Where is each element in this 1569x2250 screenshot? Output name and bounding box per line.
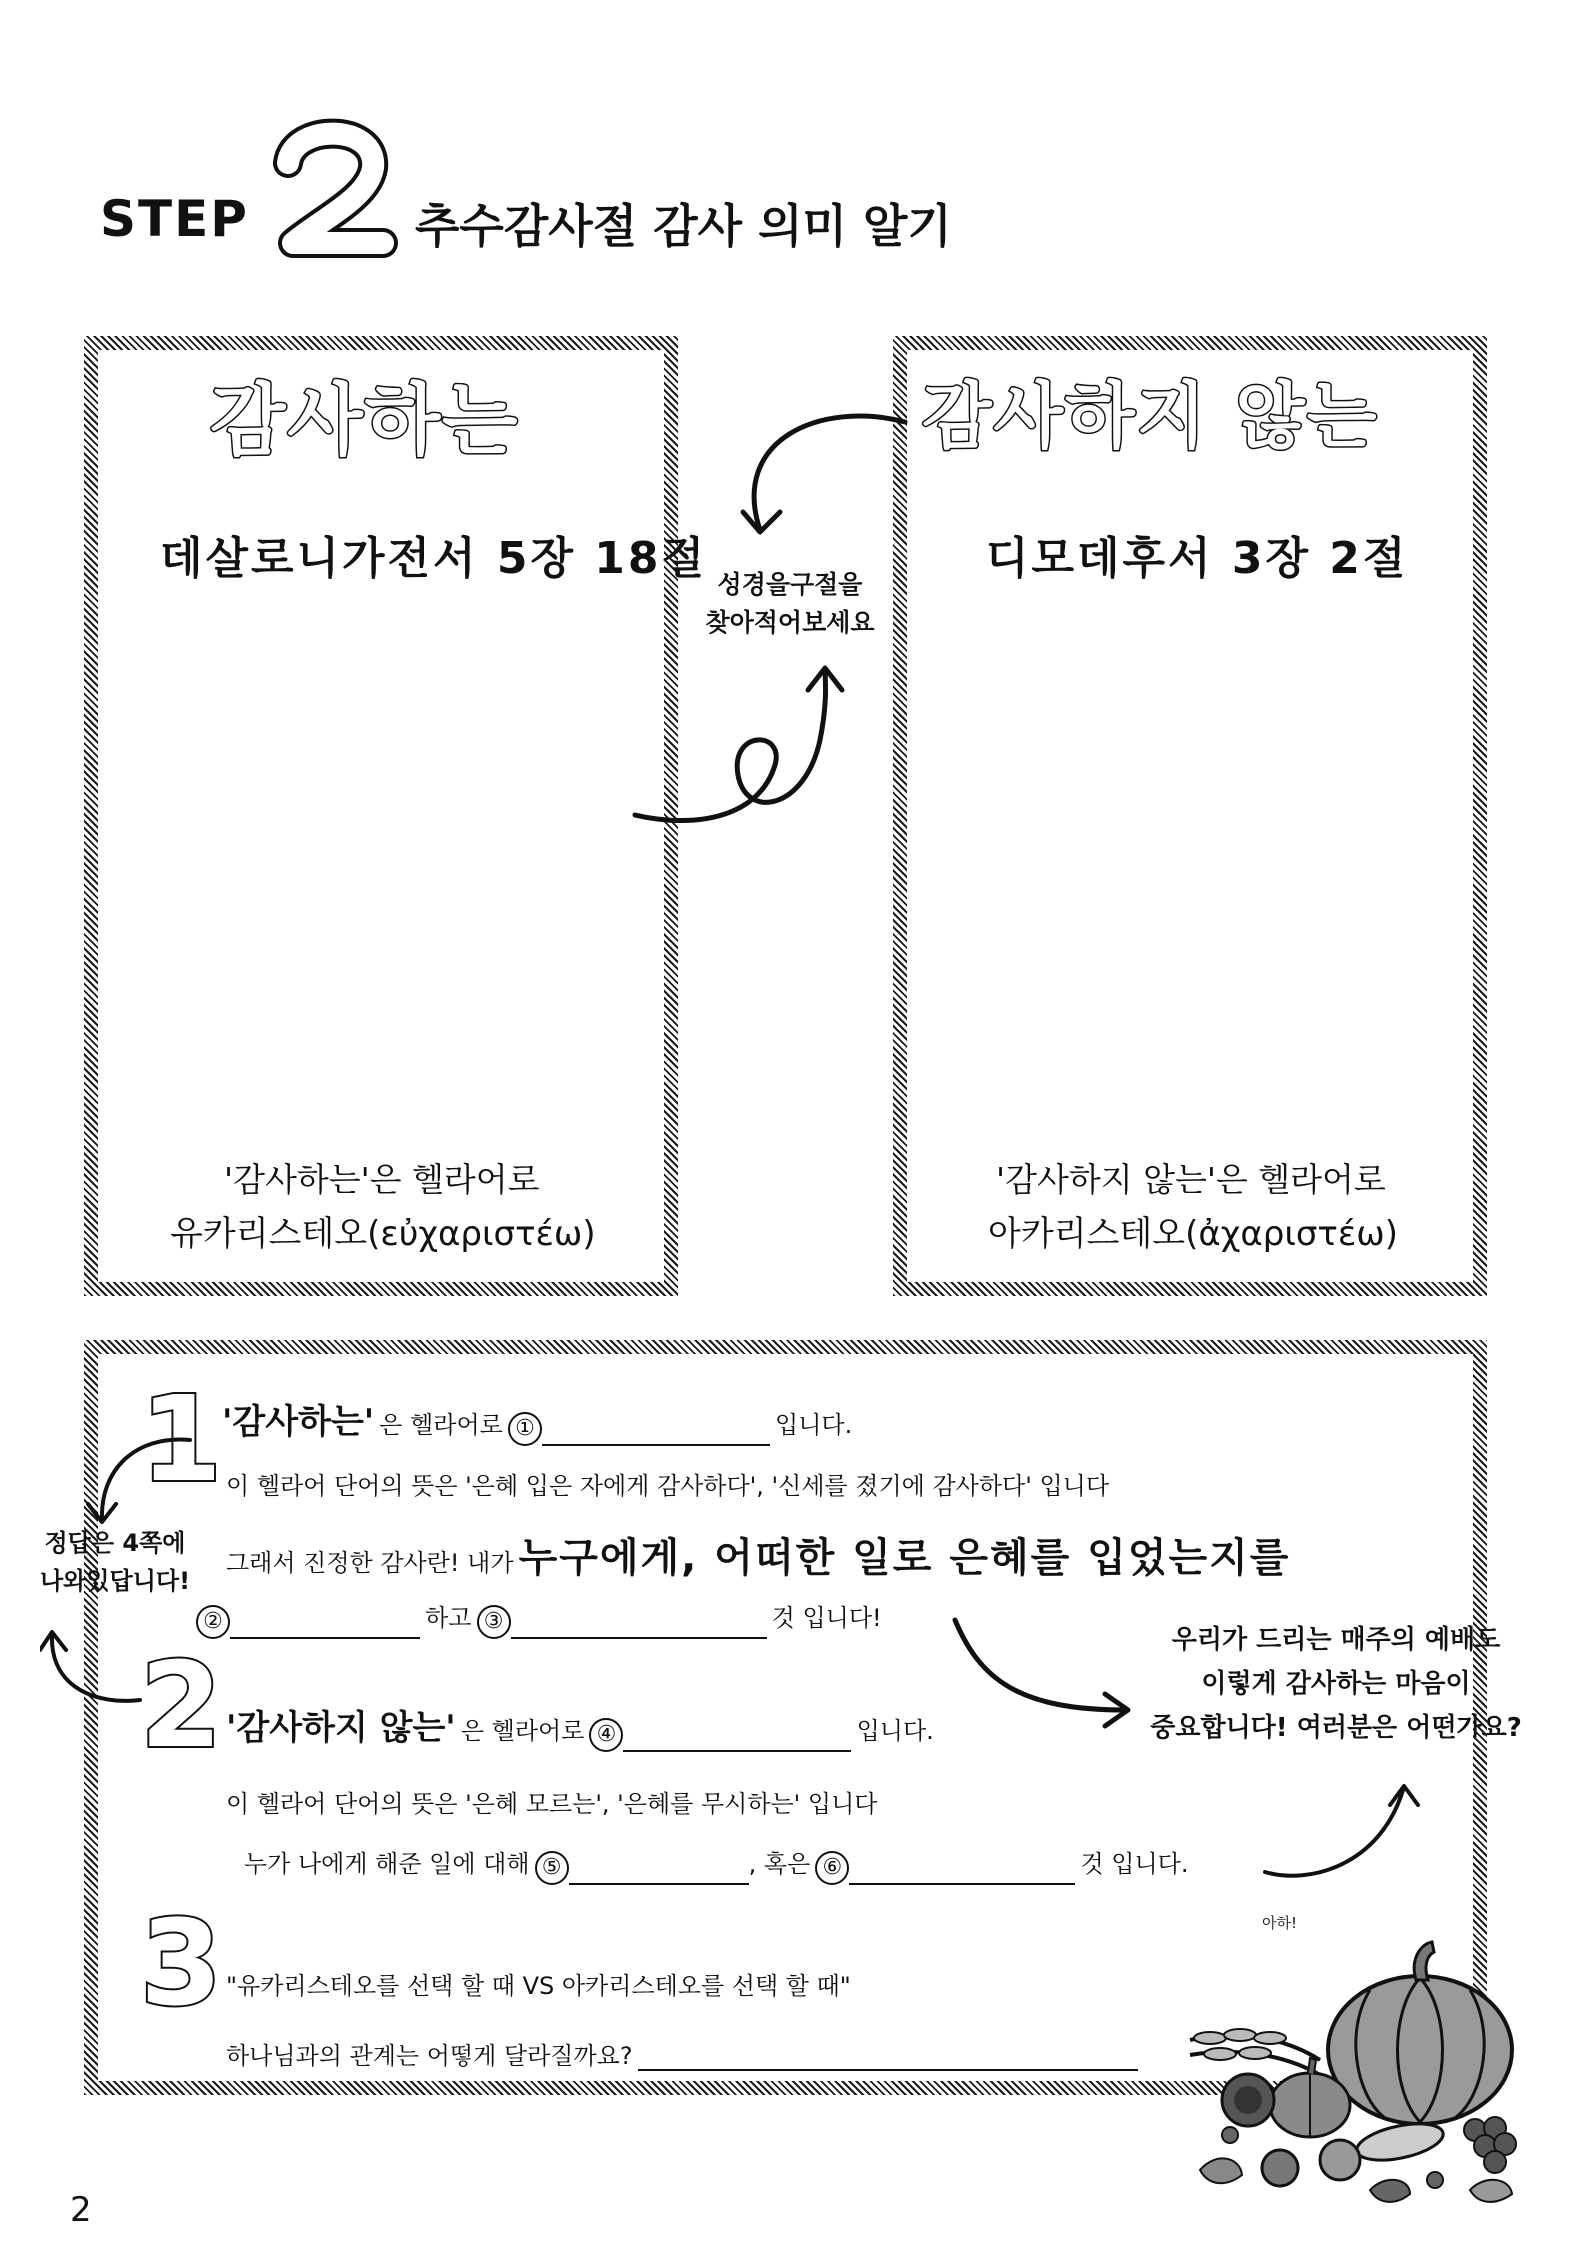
blank-2-marker: ② (196, 1605, 230, 1639)
center-note-line2: 찾아적어보세요 (705, 608, 875, 637)
section2-text-c: , 혹은 (748, 1850, 811, 1878)
left-panel-greek-line1: '감사하는'은 헬라어로 (224, 1160, 540, 1199)
section3-quote: "유카리스테오를 선택 할 때 VS 아카리스테오를 선택 할 때" (226, 1972, 851, 2000)
center-arrows (620, 400, 920, 850)
left-panel-heading: 감사하는 (210, 376, 520, 466)
section1-text-c: 하고 (425, 1604, 472, 1632)
right-panel-heading: 감사하지 않는 (922, 374, 1379, 458)
step-label: STEP (100, 190, 249, 248)
section3-number: 3 (140, 1894, 223, 2032)
section2-meaning: 이 헬라어 단어의 뜻은 '은혜 모르는', '은혜를 무시하는' 입니다 (226, 1790, 878, 1818)
blank-6-marker: ⑥ (815, 1851, 849, 1885)
section1-text-a: 은 헬라어로 (379, 1411, 503, 1439)
center-note-line1: 성경을구절을 (717, 570, 863, 599)
answer-note-line2: 나와있답니다! (39, 1567, 191, 1595)
section2-text-d: 것 입니다. (1080, 1850, 1189, 1878)
right-panel-greek-line2: 아카리스테오(ἀχαριστέω) (988, 1214, 1399, 1254)
section2-text-a: 은 헬라어로 (460, 1717, 585, 1745)
section2-term: '감사하지 않는' (226, 1708, 456, 1748)
section2-number: 2 (140, 1636, 223, 1774)
section1-line1 (222, 1394, 852, 1446)
section1-text-d: 것 입니다! (771, 1604, 882, 1632)
illustration-caption: 아하! (1262, 1914, 1297, 1932)
blank-3-marker: ③ (477, 1605, 511, 1639)
left-panel-reference: 데살로니가전서 5장 18절 (160, 533, 708, 584)
worship-note-line1: 우리가 드리는 매주의 예배도 (1171, 1625, 1501, 1655)
answer-note-line1: 정답은 4쪽에 (44, 1529, 186, 1557)
section2-line1 (226, 1700, 934, 1752)
right-panel-reference: 디모데후서 3장 2절 (986, 533, 1409, 584)
left-panel-greek-line2: 유카리스테오(εὐχαριστέω) (170, 1214, 596, 1254)
section1-line3-big: 누구에게, 어떠한 일로 은혜를 입었는지를 (518, 1535, 1291, 1581)
section3-question: 하나님과의 관계는 어떻게 달라질까요? (226, 2042, 633, 2070)
blank-5[interactable] (569, 1853, 749, 1885)
worship-note-line3: 중요합니다! 여러분은 어떤가요? (1150, 1713, 1522, 1743)
section3-answer-line[interactable] (638, 2039, 1138, 2071)
right-panel (893, 336, 1487, 1296)
section1-line3-small: 그래서 진정한 감사란! 내가 (226, 1549, 514, 1577)
blank-3[interactable] (511, 1607, 767, 1639)
right-panel-greek-line1: '감사하지 않는'은 헬라어로 (996, 1160, 1386, 1199)
page-title: 추수감사절 감사 의미 알기 (415, 199, 952, 253)
harvest-illustration (1170, 1930, 1550, 2230)
section2-text-b: 입니다. (856, 1717, 934, 1745)
section1-meaning: 이 헬라어 단어의 뜻은 '은혜 입은 자에게 감사하다', '신세를 졌기에 감사하다' 입니다 (226, 1472, 1110, 1500)
page-number: 2 (70, 2190, 92, 2230)
section1-text-b: 입니다. (775, 1411, 853, 1439)
section1-term: '감사하는' (222, 1402, 375, 1442)
step-number-graphic (268, 118, 398, 258)
worship-note-line2: 이렇게 감사하는 마음이 (1201, 1669, 1471, 1699)
blank-1-marker: ① (508, 1412, 542, 1446)
blank-1[interactable] (542, 1414, 770, 1446)
section2-line3-a: 누가 나에게 해준 일에 대해 (244, 1850, 530, 1878)
left-panel (84, 336, 678, 1296)
worship-note-arrows (940, 1600, 1440, 1900)
blank-4[interactable] (623, 1720, 851, 1752)
blank-5-marker: ⑤ (535, 1851, 569, 1885)
section1-line4 (196, 1598, 882, 1639)
blank-2[interactable] (230, 1607, 420, 1639)
blank-4-marker: ④ (589, 1718, 623, 1752)
section1-number: 1 (140, 1370, 223, 1508)
section3-line2 (226, 2036, 1138, 2071)
section1-line3 (226, 1526, 1290, 1583)
